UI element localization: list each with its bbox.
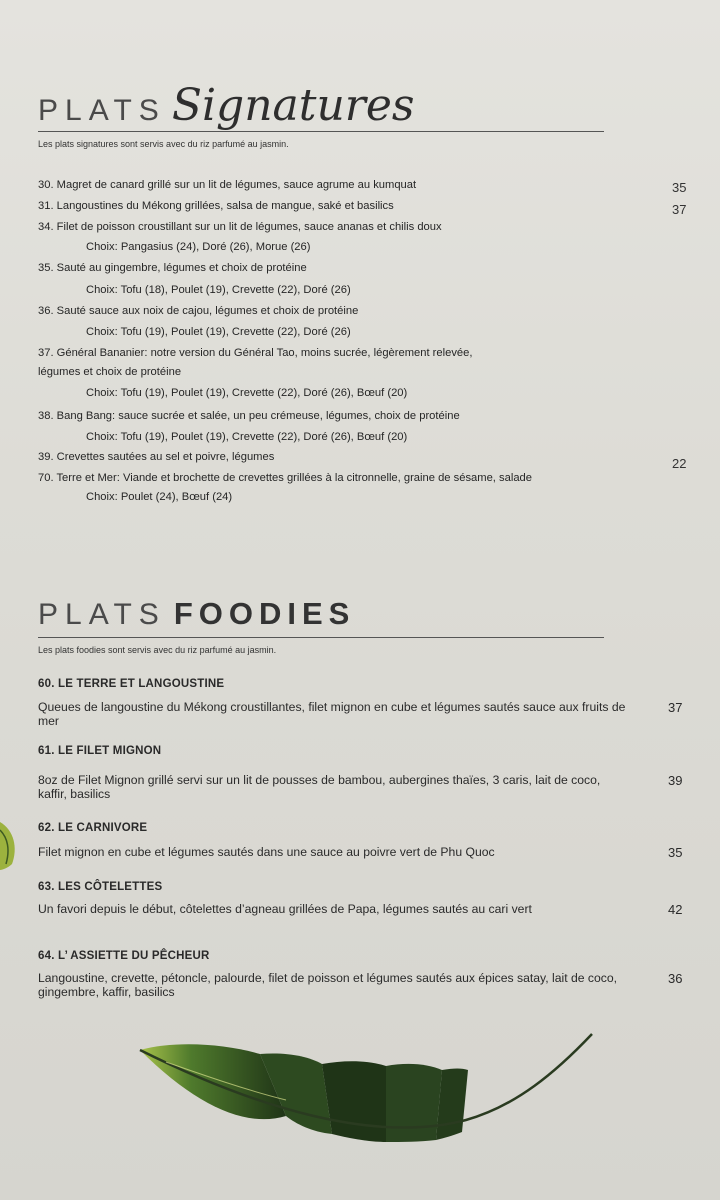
foodies-title-plain: PLATS [38, 598, 166, 631]
signature-line: 36. Sauté sauce aux noix de cajou, légumes et choix de protéine [38, 305, 359, 317]
signature-line: 37. Général Bananier: notre version du Général Tao, moins sucrée, légèrement relevée, [38, 347, 473, 359]
foodies-title [38, 596, 355, 632]
edge-leaf-icon [0, 820, 20, 870]
signatures-title [38, 80, 414, 131]
foodies-rule [38, 637, 604, 638]
foodie-item-desc: Langoustine, crevette, pétoncle, palourde, filet de poisson et légumes sautés aux épices satay, lait de coco, gingembre, kaffir, basilics [38, 971, 618, 999]
foodie-item-desc: 8oz de Filet Mignon grillé servi sur un lit de pousses de bambou, aubergines thaïes, 3 caris, lait de coco, kaffir, basilics [38, 773, 601, 801]
foodie-item-price: 42 [668, 902, 683, 917]
signature-price: 37 [672, 202, 687, 217]
signature-choice-line: Choix: Pangasius (24), Doré (26), Morue (26) [86, 241, 311, 253]
signature-price: 22 [672, 456, 687, 471]
foodie-item-desc: Un favori depuis le début, côtelettes d’agneau grillées de Papa, légumes sautés au cari vert [38, 902, 532, 916]
foodie-item-name: 61. LE FILET MIGNON [38, 745, 162, 757]
signature-line: 70. Terre et Mer: Viande et brochette de crevettes grillées à la citronnelle, graine de sésame, salade [38, 472, 532, 484]
signature-line: légumes et choix de protéine [38, 366, 182, 378]
foodie-item-name: 64. L’ ASSIETTE DU PÊCHEUR [38, 950, 210, 962]
foodie-item-price: 37 [668, 700, 683, 715]
foodie-item-name: 62. LE CARNIVORE [38, 822, 148, 834]
signatures-title-plain: PLATS [38, 94, 166, 127]
foodie-item-desc: Queues de langoustine du Mékong croustillantes, filet mignon en cube et légumes sautés sauce aux fruits de mer [38, 700, 626, 728]
signatures-subtitle: Les plats signatures sont servis avec du riz parfumé au jasmin. [38, 139, 289, 149]
foodies-subtitle: Les plats foodies sont servis avec du riz parfumé au jasmin. [38, 645, 277, 655]
signature-line: 39. Crevettes sautées au sel et poivre, légumes [38, 451, 275, 463]
foodie-item-name: 63. LES CÔTELETTES [38, 881, 163, 893]
signature-choice-line: Choix: Poulet (24), Bœuf (24) [86, 491, 233, 503]
foodie-item-price: 35 [668, 845, 683, 860]
signature-line: 38. Bang Bang: sauce sucrée et salée, un peu crémeuse, légumes, choix de protéine [38, 410, 460, 422]
signature-choice-line: Choix: Tofu (19), Poulet (19), Crevette (22), Doré (26) [86, 326, 351, 338]
foodie-item-price: 36 [668, 971, 683, 986]
signature-choice-line: Choix: Tofu (19), Poulet (19), Crevette (22), Doré (26), Bœuf (20) [86, 431, 408, 443]
banana-leaf-icon [136, 1024, 598, 1156]
signatures-rule [38, 131, 604, 132]
foodie-item-desc: Filet mignon en cube et légumes sautés dans une sauce au poivre vert de Phu Quoc [38, 845, 495, 859]
signature-line: 35. Sauté au gingembre, légumes et choix de protéine [38, 262, 307, 274]
signature-price: 35 [672, 180, 687, 195]
signatures-title-script: Signatures [171, 80, 415, 131]
foodies-title-bold: FOODIES [173, 596, 356, 631]
signature-choice-line: Choix: Tofu (18), Poulet (19), Crevette (22), Doré (26) [86, 284, 351, 296]
signature-line: 30. Magret de canard grillé sur un lit de légumes, sauce agrume au kumquat [38, 179, 417, 191]
foodie-item-name: 60. LE TERRE ET LANGOUSTINE [38, 678, 225, 690]
signature-line: 31. Langoustines du Mékong grillées, salsa de mangue, saké et basilics [38, 200, 394, 212]
signature-line: 34. Filet de poisson croustillant sur un lit de légumes, sauce ananas et chilis doux [38, 221, 442, 233]
signature-choice-line: Choix: Tofu (19), Poulet (19), Crevette (22), Doré (26), Bœuf (20) [86, 387, 408, 399]
foodie-item-price: 39 [668, 773, 683, 788]
